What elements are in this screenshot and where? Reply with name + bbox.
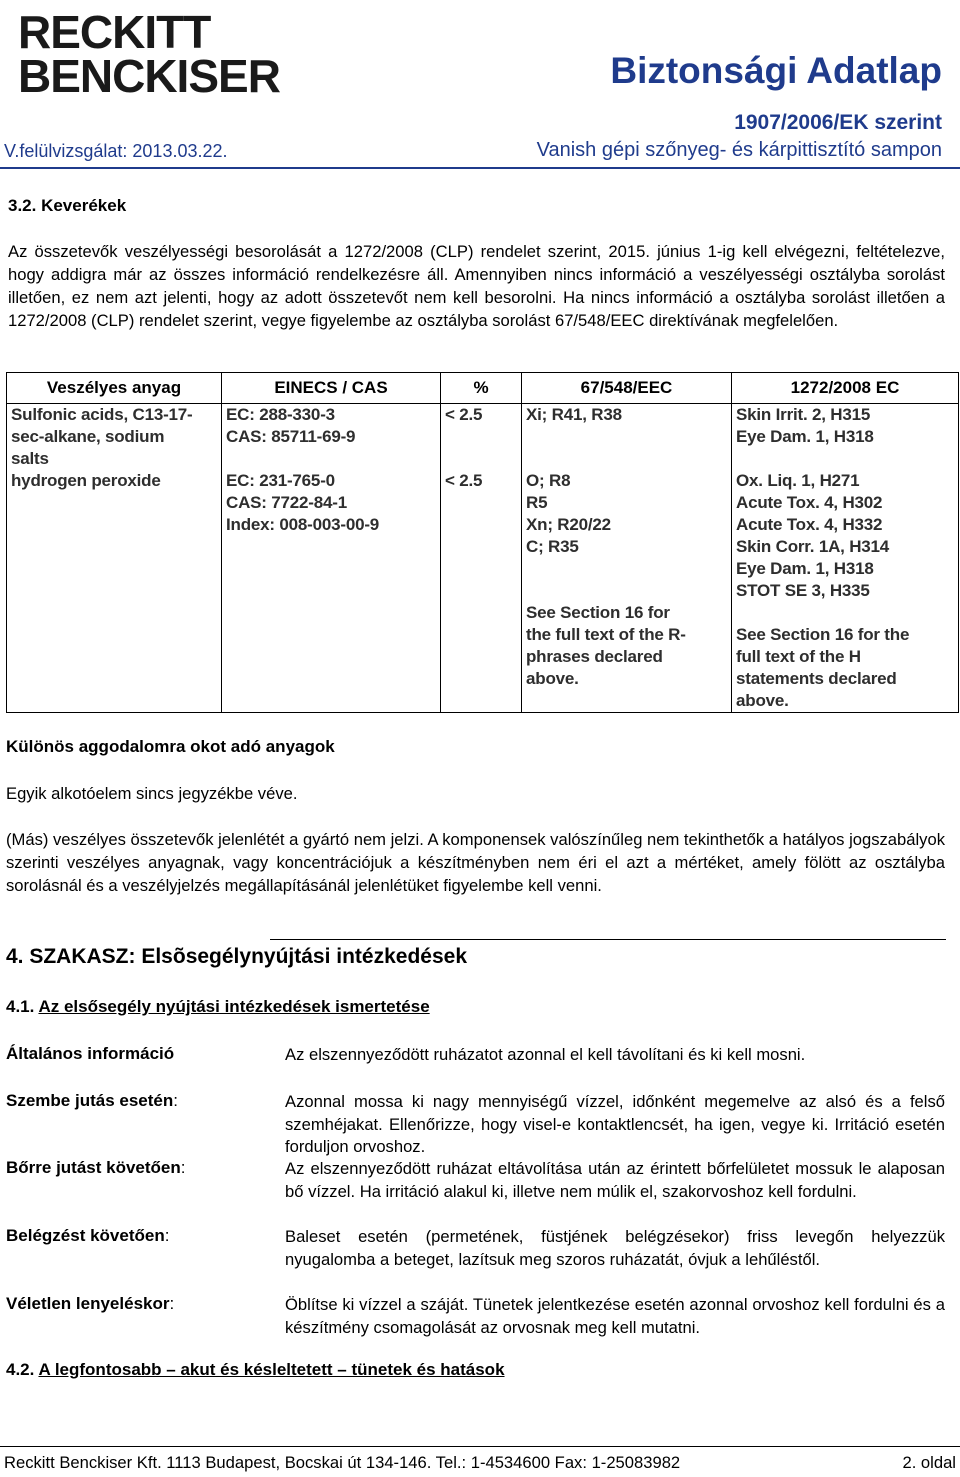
section-3-2-intro: Az összetevők veszélyességi besorolását a 1272/2008 (CLP) rendelet szerint, 2015. június 1-ig kell elvégezni, feltételezve, hogy addigra már az összes információ rendelkezésre áll. Amennyiben nincs információ a veszélyességi osztályba sorolást illetően, ez nem azt jelenti, hogy az adott összetevőt nem kell besorolni. Ha nincs információ a osztályba sorolást illetően a 1272/2008 (CLP) rendelet szerint, vegye figyelembe az osztályba sorolást 67/548/EEC direktívának megfelelően. [8,242,945,330]
section-3-2-heading: 3.2. Keverékek [8,196,127,215]
logo-line-2: BENCKISER [18,50,280,102]
einecs-cas-numbers: EC: 288-330-3 CAS: 85711-69-9 EC: 231-765-0 CAS: 7722-84-1 Index: 008-003-00-9 [226,405,380,534]
column-header: % [441,373,522,404]
clp-classification: Skin Irrit. 2, H315 Eye Dam. 1, H318 Ox. Liq. 1, H271 Acute Tox. 4, H302 Acute Tox. 4, H332 Skin Corr. 1A, H314 Eye Dam. 1, H318 STOT SE 3, H335 See Section 16 for the full text of the H statements declared above. [736,405,910,710]
concentration-values: < 2.5 < 2.5 [445,405,483,490]
section-4-1-title: Az elsősegély nyújtási intézkedések ismertetése [38,997,430,1016]
table-row [7,404,959,713]
first-aid-label-bold: Szembe jutás esetén [6,1091,174,1110]
column-header: 67/548/EEC [522,373,732,404]
special-concern-text: Egyik alkotóelem sincs jegyzékbe véve. [6,784,298,803]
column-header: Veszélyes anyag [7,373,222,404]
first-aid-text: Öblítse ki vízzel a száját. Tünetek jelentkezése esetén azonnal orvoshoz kell fordulni és a készítmény csomagolását az orvosnak meg kell mutatni. [285,1295,945,1337]
first-aid-label-rest: : [164,1226,170,1245]
special-concern-heading: Különös aggodalomra okot adó anyagok [6,737,335,756]
first-aid-label-bold: Véletlen lenyeléskor [6,1294,170,1313]
revision-date: V.felülvizsgálat: 2013.03.22. [4,141,228,161]
footer-company: Reckitt Benckiser Kft. 1113 Budapest, Bocskai út 134-146. Tel.: 1-4534600 Fax: 1-25083982 [4,1453,681,1472]
first-aid-label [6,1044,174,1064]
column-header: EINECS / CAS [222,373,441,404]
product-name: Vanish gépi szőnyeg- és kárpittisztító sampon [536,139,942,161]
table-cell-eec [522,404,732,713]
logo-line-1: RECKITT [18,6,211,58]
page-number: 2. oldal [902,1453,956,1472]
company-logo [18,6,288,102]
substance-names: Sulfonic acids, C13-17- sec-alkane, sodium salts hydrogen peroxide [11,405,193,490]
other-hazardous-text: (Más) veszélyes összetevők jelenlétét a gyártó nem jelzi. A komponensek valószínűleg nem tekinthetők a hatályos jogszabályok szerinti veszélyes anyagnak, vagy koncentrációjuk a készítményben nem éri el azt a mértéket, amely fölött az osztályba sorolásnál és a veszélyjelzés megállapításánál jelenlétüket figyelembe kell venni. [6,830,945,895]
header-divider [0,167,960,169]
table-cell-substance [7,404,222,713]
first-aid-text: Azonnal mossa ki nagy mennyiségű vízzel, időnként megemelve az alsó és a felső szemhéjakat. Ellenőrizze, hogy visel-e kontaktlencsét, ha igen, vegye ki. Irritáció esetén forduljon orvoshoz. [285,1092,945,1156]
regulation-label: 1907/2006/EK szerint [734,111,942,134]
section-4-1-number: 4.1. [6,997,35,1016]
section-4-2-heading [6,1360,505,1380]
first-aid-label [6,1226,169,1246]
first-aid-label-rest: : [180,1158,186,1177]
first-aid-text: Baleset esetén (permetének, füstjének belégzésekor) friss levegőn helyezzük nyugalomba a beteget, lazítsuk meg szoros ruházatát, óvjuk a lehűléstől. [285,1227,945,1269]
section-4-heading: 4. SZAKASZ: Elsõsegélynyújtási intézkedések [6,945,467,968]
section-4-divider [270,939,946,940]
first-aid-text: Az elszennyeződött ruházatot azonnal el kell távolítani és ki kell mosni. [285,1045,806,1064]
section-4-2-title: A legfontosabb – akut és késleltetett – tünetek és hatások [38,1360,505,1379]
document-title: Biztonsági Adatlap [610,50,942,91]
first-aid-label-bold: Általános információ [6,1044,175,1063]
table-header-row [7,373,959,404]
first-aid-label-bold: Bőrre jutást követően [6,1158,181,1177]
first-aid-label-rest: : [169,1294,175,1313]
first-aid-label-rest: : [173,1091,178,1110]
page-footer [4,1453,956,1473]
section-4-2-number: 4.2. [6,1360,35,1379]
footer-divider [0,1446,960,1447]
first-aid-text: Az elszennyeződött ruházat eltávolítása után az érintett bőrfelületet mossuk le alaposan bő vízzel. Ha irritáció alakul ki, illetve nem múlik el, szakorvoshoz kell fordulni. [285,1159,945,1201]
section-4-1-heading [6,997,430,1017]
table-cell-percent [441,404,522,713]
column-header: 1272/2008 EC [732,373,959,404]
table-cell-einecs [222,404,441,713]
first-aid-label [6,1158,186,1178]
table-cell-clp [732,404,959,713]
first-aid-label [6,1091,178,1111]
first-aid-label-bold: Belégzést követően [6,1226,165,1245]
eec-classification: Xi; R41, R38 O; R8 R5 Xn; R20/22 C; R35 See Section 16 for the full text of the R- phrases declared above. [526,405,686,688]
first-aid-label [6,1294,174,1314]
hazardous-substances-table [6,372,959,713]
